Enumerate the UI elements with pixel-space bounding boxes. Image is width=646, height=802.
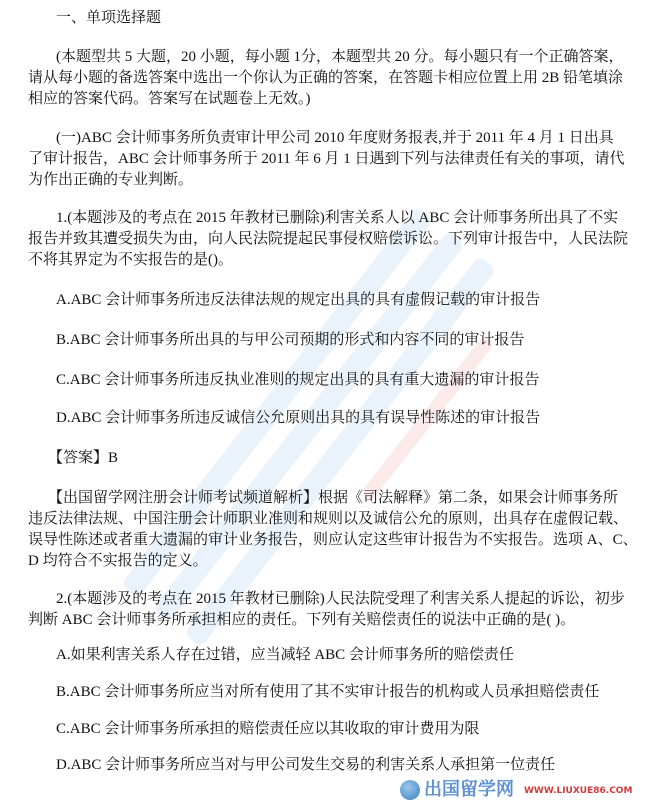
question2-option-c: C.ABC 会计师事务所承担的赔偿责任应以其收取的审计费用为限 — [56, 721, 480, 737]
text-line: 相应的答案代码。答案写在试题卷上无效。) — [28, 91, 311, 107]
text-line: 请从每小题的备选答案中选出一个你认为正确的答案，在答题卡相应位置上用 2B 铅笔填涂 — [28, 70, 624, 86]
text-line: 判断 ABC 会计师事务所承担相应的责任。下列有关赔偿责任的说法中正确的是( )。 — [28, 612, 576, 628]
question2-option-a: A.如果利害关系人存在过错，应当减轻 ABC 会计师事务所的赔偿责任 — [56, 647, 514, 663]
case-intro-paragraph — [28, 128, 625, 191]
question1-option-a: A.ABC 会计师事务所违反法律法规的规定出具的具有虚假记载的审计报告 — [56, 292, 541, 308]
text-line: 误导性陈述或者重大遗漏的审计业务报告，则应认定这些审计报告为不实报告。选项 A、C、 — [28, 532, 638, 548]
question1-option-d: D.ABC 会计师事务所违反诚信公允原则出具的具有误导性陈述的审计报告 — [56, 410, 541, 426]
text-line: 【出国留学网注册会计师考试频道解析】根据《司法解释》第二条，如果会计师事务所 — [48, 490, 619, 506]
question1-option-b: B.ABC 会计师事务所出具的与甲公司预期的形式和内容不同的审计报告 — [56, 332, 525, 348]
text-line: 报告并致其遭受损失为由，向人民法院提起民事侵权赔偿诉讼。下列审计报告中，人民法院 — [28, 231, 629, 247]
logo-text: 出国留学网 — [424, 779, 514, 800]
logo-url: WWW.LIUXUE86.COM — [524, 786, 633, 796]
question1-answer: 【答案】B — [48, 450, 119, 466]
text-line: (一)ABC 会计师事务所负责审计甲公司 2010 年度财务报表,并于 2011 年 4 月 1 日出具 — [56, 130, 614, 146]
question1-stem — [28, 208, 629, 271]
question2-option-d: D.ABC 会计师事务所应当对与甲公司发生交易的利害关系人承担第一位责任 — [56, 757, 556, 773]
text-line: 违反法律法规、中国注册会计师职业准则和规则以及诚信公允的原则，出具存在虚假记载、 — [28, 511, 629, 527]
question1-option-c: C.ABC 会计师事务所违反执业准则的规定出具的具有重大遗漏的审计报告 — [56, 372, 540, 388]
text-line: 了审计报告，ABC 会计师事务所于 2011 年 6 月 1 日遇到下列与法律责任有关的事项，请代 — [28, 151, 625, 167]
globe-icon — [400, 780, 420, 800]
text-line: 为作出正确的专业判断。 — [28, 172, 194, 188]
text-line: 1.(本题涉及的考点在 2015 年教材已删除)利害关系人以 ABC 会计师事务所出具了不实 — [56, 210, 619, 226]
question2-stem — [28, 589, 625, 631]
question1-analysis — [28, 488, 638, 572]
site-logo — [400, 778, 646, 802]
text-line: 2.(本题涉及的考点在 2015 年教材已删除)人民法院受理了利害关系人提起的诉讼，初步 — [56, 591, 625, 607]
question2-option-b: B.ABC 会计师事务所应当对所有使用了其不实审计报告的机构或人员承担赔偿责任 — [56, 684, 600, 700]
instructions-paragraph — [28, 47, 624, 110]
text-line: 不将其界定为不实报告的是()。 — [28, 252, 233, 268]
section-heading: 一、单项选择题 — [56, 10, 162, 26]
text-line: D 均符合不实报告的定义。 — [28, 553, 208, 569]
text-line: (本题型共 5 大题，20 小题，每小题 1分，本题型共 20 分。每小题只有一个正确答案， — [56, 49, 624, 65]
